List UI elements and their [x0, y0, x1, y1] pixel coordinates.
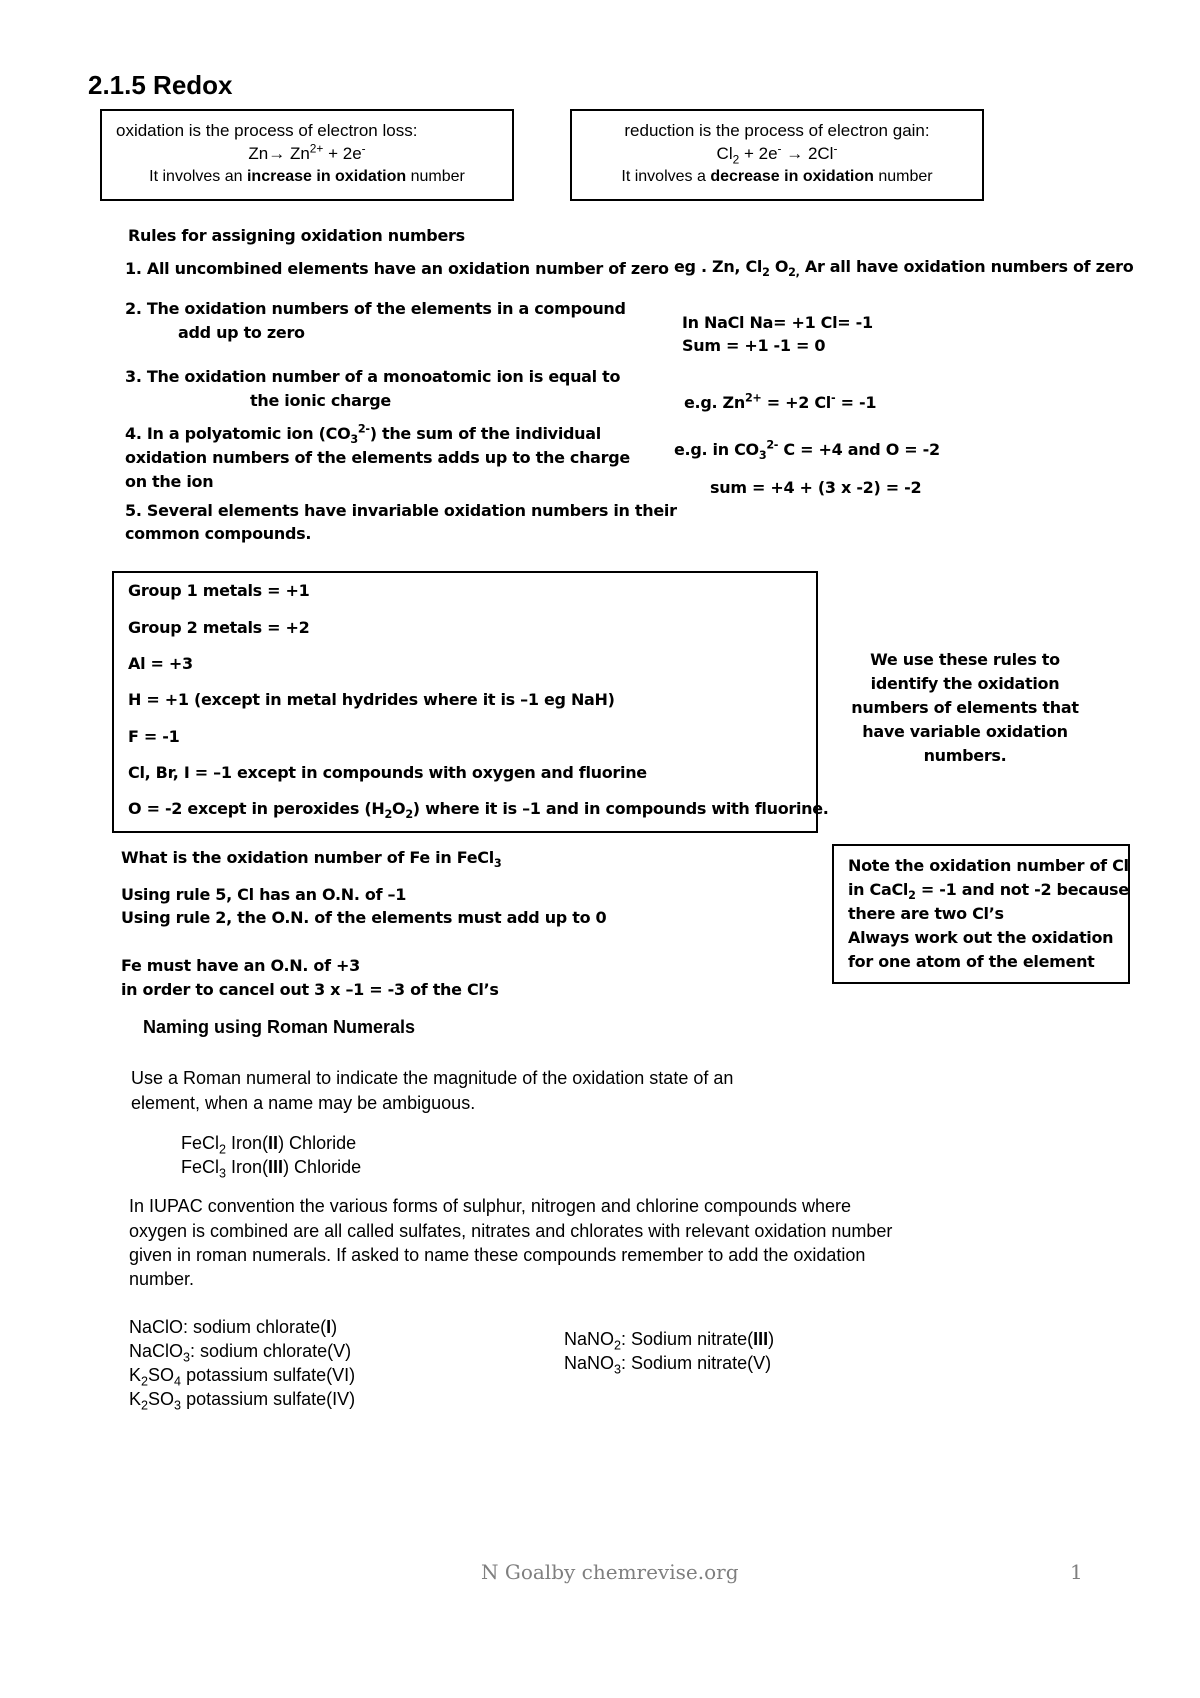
fecl3-step-3: Fe must have an O.N. of +3: [121, 956, 360, 975]
example-5: sum = +4 + (3 x -2) = -2: [710, 478, 922, 497]
reduction-definition-box: [570, 109, 984, 201]
rule-4-line3: on the ion: [125, 472, 214, 491]
note-box-line: for one atom of the element: [848, 952, 1095, 971]
oxidation-definition-box: [100, 109, 514, 201]
naming-intro-line1: Use a Roman numeral to indicate the magnitude of the oxidation state of an: [131, 1068, 734, 1088]
naming-intro-line2: element, when a name may be ambiguous.: [131, 1093, 476, 1113]
rule-4-line2: oxidation numbers of the elements adds up to the charge: [125, 448, 630, 467]
rule-1: 1. All uncombined elements have an oxidation number of zero: [125, 259, 669, 278]
invariable-oxidation-numbers-box: [112, 571, 829, 833]
iupac-line1: In IUPAC convention the various forms of sulphur, nitrogen and chlorine compounds where: [129, 1196, 852, 1216]
footer-author: N Goalby chemrevise.org: [481, 1560, 739, 1584]
note-box-line: there are two Cl’s: [848, 904, 1004, 923]
naclo-example: NaClO: sodium chlorate(I): [129, 1317, 338, 1337]
reduction-equation: $Cl_2 + 2e^- \to 2Cl^-$: [716, 141, 838, 167]
fecl3-question: What is the oxidation number of Fe in FeCl$_3$: [121, 848, 502, 871]
note-box-line: Note the oxidation number of Cl: [848, 856, 1129, 875]
fluorine: F = -1: [128, 727, 180, 746]
rules-usage-note: [830, 648, 1100, 768]
reduction-definition: reduction is the process of electron gain:: [624, 121, 930, 140]
note-box-line: in CaCl$_2$ = -1 and not -2 because: [848, 880, 1129, 903]
rule-3-line2: the ionic charge: [250, 391, 391, 410]
example-3: e.g. $Zn^{2+} = +2$ Cl- = -1: [684, 391, 877, 412]
example-1: eg . Zn, $Cl_2$ $O_{2,}$ Ar all have oxidation numbers of zero: [674, 257, 1134, 280]
rule-5-line2: common compounds.: [125, 524, 312, 543]
note-line: We use these rules to: [870, 650, 1060, 669]
oxidation-number-change: It involves an increase in oxidation number: [149, 168, 465, 185]
oxygen: O = -2 except in peroxides $(H_2O_2)$ where it is –1 and in compounds with fluorine.: [128, 799, 829, 822]
fecl3-step-4: in order to cancel out 3 x –1 = -3 of the Cl’s: [121, 980, 499, 999]
rule-2-line2: add up to zero: [178, 323, 305, 342]
fecl3-step-2: Using rule 2, the O.N. of the elements must add up to 0: [121, 908, 607, 927]
note-line: identify the oxidation: [870, 674, 1060, 693]
example-4: e.g. in $CO_3^{2-}$ C = +4 and O = -2: [674, 438, 940, 463]
page-number: 1: [1070, 1560, 1083, 1584]
fecl3-example: FeCl$_3$ Iron(III) Chloride: [181, 1157, 362, 1181]
rule-2-line1: 2. The oxidation numbers of the elements in a compound: [125, 299, 626, 318]
rule-4-line1: 4. In a polyatomic ion $(CO_3^{2-})$ the sum of the individual: [125, 422, 601, 447]
naming-heading: Naming using Roman Numerals: [143, 1017, 416, 1037]
oxidation-definition: oxidation is the process of electron loss:: [116, 121, 418, 140]
group-1-metals: Group 1 metals = +1: [128, 581, 310, 600]
note-line: have variable oxidation: [862, 722, 1068, 741]
fecl3-step-1: Using rule 5, Cl has an O.N. of –1: [121, 885, 407, 904]
nano2-example: NaNO$_2$: Sodium nitrate(III): [564, 1329, 775, 1353]
example-2-line2: Sum = +1 -1 = 0: [682, 336, 826, 355]
page-title: 2.1.5 Redox: [88, 70, 233, 100]
hydrogen: H = +1 (except in metal hydrides where it is –1 eg NaH): [128, 690, 615, 709]
note-line: numbers of elements that: [851, 698, 1079, 717]
k2so4-example: $K_2SO_4$ potassium sulfate(VI): [129, 1365, 356, 1389]
note-line: numbers.: [923, 746, 1007, 765]
k2so3-example: $K_2SO_3$ potassium sulfate(IV): [129, 1389, 356, 1413]
example-2-line1: In NaCl Na= +1 Cl= -1: [682, 313, 873, 332]
nano3-example: NaNO$_3$: Sodium nitrate(V): [564, 1353, 772, 1377]
naclo3-example: NaClO$_3$: sodium chlorate(V): [129, 1341, 352, 1365]
rule-3-line1: 3. The oxidation number of a monoatomic ion is equal to: [125, 367, 621, 386]
iupac-line4: number.: [129, 1269, 195, 1289]
note-box-line: Always work out the oxidation: [848, 928, 1114, 947]
cacl2-note-box: [832, 844, 1130, 984]
aluminium: Al = +3: [128, 654, 193, 673]
iupac-line3: given in roman numerals. If asked to name these compounds remember to add the oxidation: [129, 1245, 866, 1265]
iupac-line2: oxygen is combined are all called sulfates, nitrates and chlorates with relevant oxidation number: [129, 1221, 893, 1241]
halogens: Cl, Br, I = –1 except in compounds with oxygen and fluorine: [128, 763, 647, 782]
rule-5-line1: 5. Several elements have invariable oxidation numbers in their: [125, 501, 677, 520]
oxidation-equation: $Zn\to Zn^{2+} + 2e^-$: [248, 141, 366, 163]
fecl2-example: FeCl$_2$ Iron(II) Chloride: [181, 1133, 357, 1157]
reduction-number-change: It involves a decrease in oxidation number: [621, 168, 933, 185]
group-2-metals: Group 2 metals = +2: [128, 618, 310, 637]
rules-heading: Rules for assigning oxidation numbers: [128, 226, 465, 245]
